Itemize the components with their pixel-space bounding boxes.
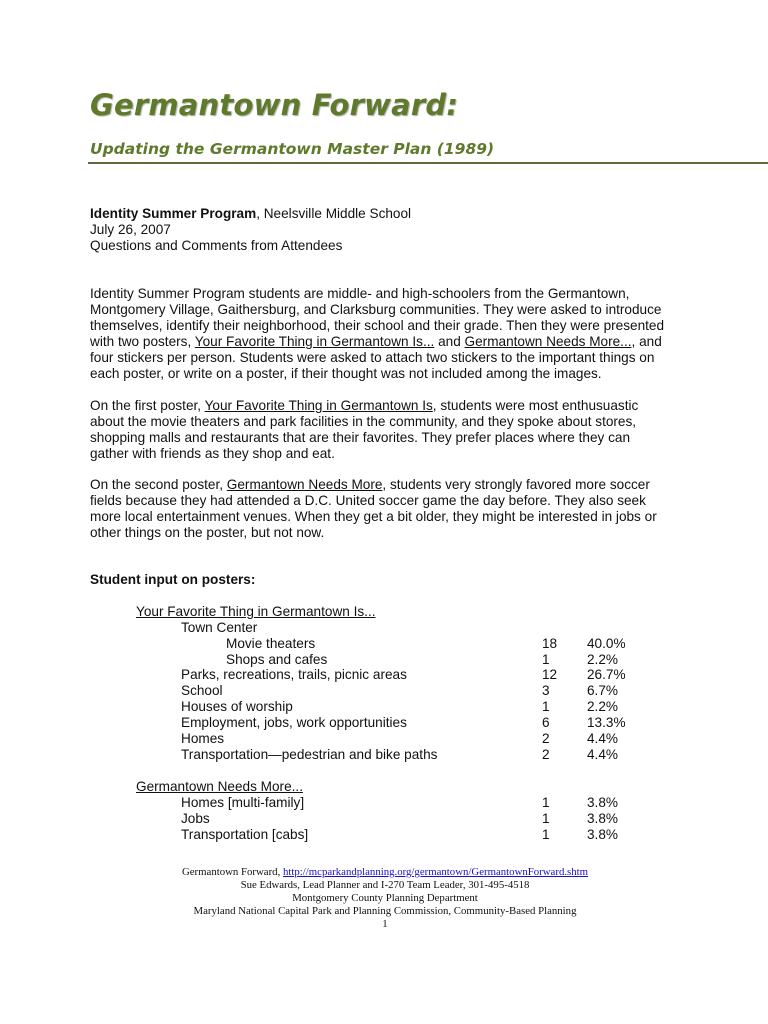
paragraph-line bbox=[90, 477, 657, 493]
table-row bbox=[0, 715, 768, 731]
footer-commission: Maryland National Capital Park and Planning Commission, Community-Based Planning bbox=[193, 905, 577, 917]
poster1-title: Your Favorite Thing in Germantown Is... bbox=[136, 604, 376, 619]
document-subtitle: Updating the Germantown Master Plan (1989) bbox=[90, 140, 495, 158]
row-label: Shops and cafes bbox=[226, 652, 328, 667]
row-label: Homes [multi-family] bbox=[181, 795, 305, 810]
table-row bbox=[0, 636, 768, 652]
paragraph-line: four stickers per person. Students were asked to attach two stickers to the important things on bbox=[90, 350, 655, 365]
paragraph-line bbox=[90, 398, 638, 414]
paragraph-line: Montgomery Village, Gaithersburg, and Clarksburg communities. They were asked to introduce bbox=[90, 302, 662, 317]
program-location: , Neelsville Middle School bbox=[256, 206, 412, 221]
paragraph-intro bbox=[90, 286, 664, 382]
paragraph-line: other things on the poster, but not now. bbox=[90, 525, 325, 540]
table-row bbox=[0, 699, 768, 715]
document-title: Germantown Forward: bbox=[90, 88, 459, 122]
row-label: Jobs bbox=[181, 811, 210, 826]
row-percent: 3.8% bbox=[587, 795, 618, 810]
row-percent: 4.4% bbox=[587, 731, 618, 746]
row-label: School bbox=[181, 683, 223, 698]
meeting-description: Questions and Comments from Attendees bbox=[90, 238, 343, 253]
table-row bbox=[0, 667, 768, 683]
poster1-group: Town Center bbox=[181, 620, 258, 635]
row-count: 12 bbox=[542, 667, 558, 682]
program-name: Identity Summer Program bbox=[90, 206, 257, 221]
program-line bbox=[90, 206, 411, 222]
paragraph-line bbox=[90, 334, 664, 350]
table-row bbox=[0, 747, 768, 763]
table-row bbox=[0, 827, 768, 843]
row-label: Transportation—pedestrian and bike paths bbox=[181, 747, 438, 762]
table-row bbox=[0, 811, 768, 827]
row-percent: 2.2% bbox=[587, 652, 618, 667]
row-count: 18 bbox=[542, 636, 558, 651]
paragraph-line: fields because they had attended a D.C. United soccer game the day before. They also seek bbox=[90, 493, 646, 508]
page-footer bbox=[90, 866, 680, 931]
paragraph-line: about the movie theaters and park facilities in the community, and they spoke about stores, bbox=[90, 414, 637, 429]
row-count: 1 bbox=[542, 652, 550, 667]
text-run: On the first poster, bbox=[90, 398, 205, 413]
footer-text: Germantown Forward, bbox=[181, 866, 283, 878]
row-percent: 2.2% bbox=[587, 699, 618, 714]
paragraph-line: Identity Summer Program students are middle- and high-schoolers from the Germantown, bbox=[90, 286, 630, 301]
footer-line bbox=[90, 866, 680, 879]
poster2-title: Germantown Needs More... bbox=[136, 779, 303, 794]
meeting-date: July 26, 2007 bbox=[90, 222, 171, 237]
row-percent: 26.7% bbox=[587, 667, 626, 682]
text-run: and bbox=[434, 334, 465, 349]
paragraph-line: more local entertainment venues. When they get a bit older, they might be interested in jobs or bbox=[90, 509, 657, 524]
text-run: On the second poster, bbox=[90, 477, 227, 492]
paragraph-second-poster bbox=[90, 477, 657, 541]
poster-title-ref: Your Favorite Thing in Germantown Is... bbox=[194, 334, 435, 349]
text-run: , students very strongly favored more soccer bbox=[382, 477, 650, 492]
germantown-forward-link[interactable]: http://mcparkandplanning.org/germantown/GermantownForward.shtm bbox=[282, 866, 589, 878]
row-label: Employment, jobs, work opportunities bbox=[181, 715, 407, 730]
text-run: , and bbox=[631, 334, 662, 349]
row-percent: 3.8% bbox=[587, 827, 618, 842]
page-number: 1 bbox=[382, 918, 388, 930]
table-row bbox=[0, 683, 768, 699]
row-percent: 3.8% bbox=[587, 811, 618, 826]
poster-title-ref: Germantown Needs More... bbox=[464, 334, 632, 349]
row-count: 3 bbox=[542, 683, 550, 698]
paragraph-first-poster bbox=[90, 398, 638, 462]
row-percent: 40.0% bbox=[587, 636, 626, 651]
table-row bbox=[0, 795, 768, 811]
paragraph-line: themselves, identify their neighborhood, their school and their grade. Then they were presented bbox=[90, 318, 665, 333]
row-percent: 6.7% bbox=[587, 683, 618, 698]
footer-department: Montgomery County Planning Department bbox=[292, 892, 478, 904]
paragraph-line: gather with friends as they shop and eat. bbox=[90, 446, 335, 461]
footer-contact: Sue Edwards, Lead Planner and I-270 Team Leader, 301-495-4518 bbox=[240, 879, 530, 891]
row-label: Parks, recreations, trails, picnic areas bbox=[181, 667, 407, 682]
row-count: 6 bbox=[542, 715, 550, 730]
title-divider bbox=[88, 162, 768, 164]
table-row bbox=[0, 731, 768, 747]
row-percent: 4.4% bbox=[587, 747, 618, 762]
meeting-info bbox=[90, 206, 411, 254]
poster-title-ref: Your Favorite Thing in Germantown Is bbox=[204, 398, 433, 413]
row-count: 1 bbox=[542, 795, 550, 810]
row-label: Movie theaters bbox=[226, 636, 316, 651]
row-label: Homes bbox=[181, 731, 225, 746]
row-count: 1 bbox=[542, 811, 550, 826]
poster-title-ref: Germantown Needs More bbox=[226, 477, 383, 492]
row-count: 1 bbox=[542, 827, 550, 842]
paragraph-line: each poster, or write on a poster, if their thought was not included among the images. bbox=[90, 366, 602, 381]
row-percent: 13.3% bbox=[587, 715, 626, 730]
table-row bbox=[0, 652, 768, 668]
text-run: , students were most enthusuastic bbox=[432, 398, 639, 413]
row-count: 2 bbox=[542, 731, 550, 746]
text-run: with two posters, bbox=[90, 334, 195, 349]
paragraph-line: shopping malls and restaurants that are their favorites. They prefer places where they can bbox=[90, 430, 631, 445]
row-label: Transportation [cabs] bbox=[181, 827, 309, 842]
row-count: 2 bbox=[542, 747, 550, 762]
student-input-heading: Student input on posters: bbox=[90, 572, 256, 587]
row-count: 1 bbox=[542, 699, 550, 714]
row-label: Houses of worship bbox=[181, 699, 293, 714]
